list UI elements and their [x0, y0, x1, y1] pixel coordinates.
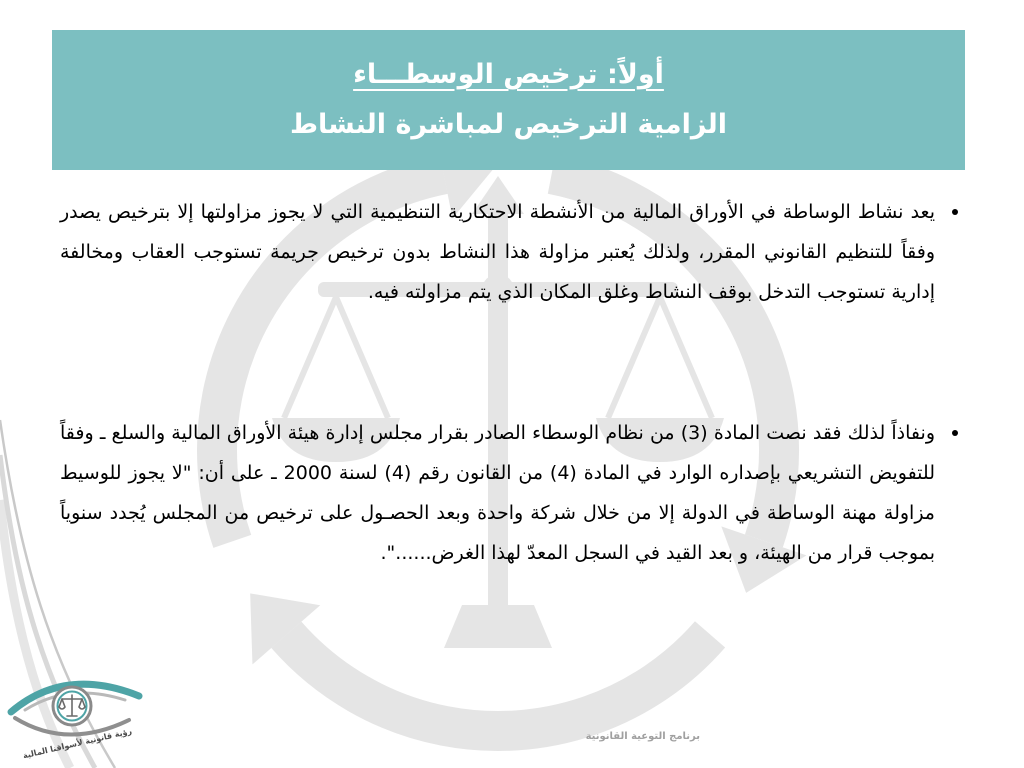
bullet-icon — [952, 209, 958, 215]
eye-scale-logo-icon — [5, 670, 165, 768]
list-item — [60, 413, 935, 573]
logo-tagline: رؤية قانونية لأسواقنا المالية — [22, 726, 133, 761]
list-item — [60, 192, 935, 312]
bullet-icon — [952, 430, 958, 436]
slide-header — [52, 30, 965, 170]
bullet-list — [60, 192, 935, 712]
slide-title: أولاً: ترخيص الوسطـــاء — [353, 59, 664, 90]
footer-program-name: برنامج التوعية القانونية — [585, 731, 700, 742]
slide-subtitle: الزامية الترخيص لمباشرة النشاط — [289, 109, 728, 140]
bullet-text: ونفاذاً لذلك فقد نصت المادة (3) من نظام الوسطاء الصادر بقرار مجلس إدارة هيئة الأوراق المالية والسلع ـ وفقاً للتفويض التشريعي بإصداره الوارد في المادة (4) من القانون رقم (4) لسنة 2000 ـ على أن: "لا يجوز للوسيط مزاولة مهنة الوساطة في الدولة إلا من خلال شركة واحدة وبعد الحصـول على ترخيص من المجلس يُجدد سنوياً بموجب قرار من الهيئة، و بعد القيد في السجل المعدّ لهذا الغرض......". — [60, 422, 936, 564]
bullet-text: يعد نشاط الوساطة في الأوراق المالية من الأنشطة الاحتكارية التنظيمية التي لا يجوز مزاولتها إلا بترخيص يصدر وفقاً للتنظيم القانوني المقرر، ولذلك يُعتبر مزاولة هذا النشاط بدون ترخيص جريمة تستوجب العقاب ومخالفة إدارية تستوجب التدخل بوقف النشاط وغلق المكان الذي يتم مزاولته فيه. — [60, 201, 935, 303]
